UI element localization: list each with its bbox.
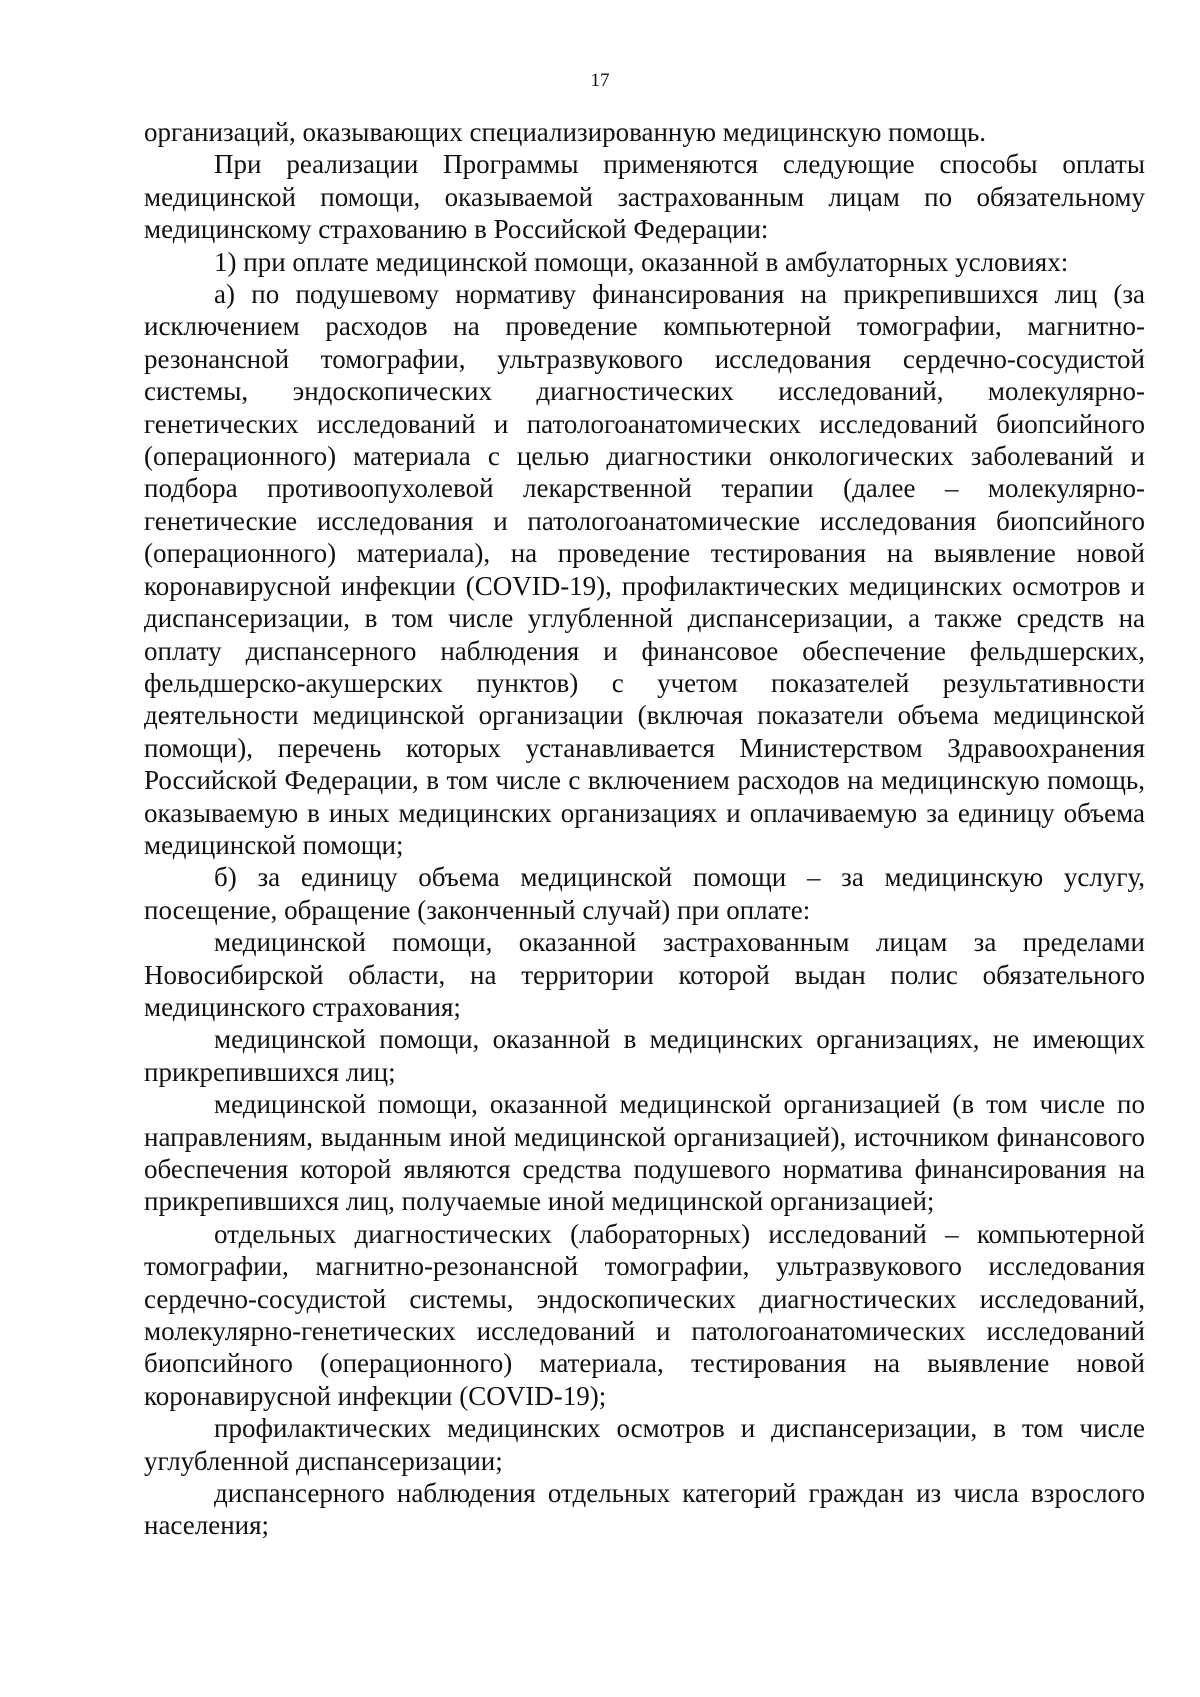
paragraph-referrals: медицинской помощи, оказанной медицинской организацией (в том числе по направлениям, выданным иной медицинской организацией), источником финансового обеспечения которой являются средства подушевого норматива финансирования на прикрепившихся лиц, получаемые иной медицинской организацией; (144, 1089, 1145, 1217)
paragraph-item-a-per-capita: а) по подушевому нормативу финансирования на прикрепившихся лиц (за исключением расходов на проведение компьютерной томографии, магнитно-резонансной томографии, ультразвукового исследования сердечно-сосудистой системы, эндоскопических диагностических исследований, молекулярно-генетических исследований и патологоанатомических исследований биопсийного (операционного) материала с целью диагностики онкологических заболеваний и подбора противоопухолевой лекарственной терапии (далее – молекулярно-генетические исследования и патологоанатомические исследования биопсийного (операционного) материала), на проведение тестирования на выявление новой коронавирусной инфекции (COVID-19), профилактических медицинских осмотров и диспансеризации, в том числе углубленной диспансеризации, а также средств на оплату диспансерного наблюдения и финансовое обеспечение фельдшерских, фельдшерско-акушерских пунктов) с учетом показателей результативности деятельности медицинской организации (включая показатели объема медицинской помощи), перечень которых устанавливается Министерством Здравоохранения Российской Федерации, в том числе с включением расходов на медицинскую помощь, оказываемую в иных медицинских организациях и оплачиваемую за единицу объема медицинской помощи; (144, 279, 1145, 860)
paragraph-preventive-exams: профилактических медицинских осмотров и диспансеризации, в том числе углубленной диспансеризации; (144, 1413, 1145, 1476)
paragraph-item-b-per-unit: б) за единицу объема медицинской помощи – за медицинскую услугу, посещение, обращение (законченный случай) при оплате: (144, 862, 1145, 925)
paragraph-dispensary-observation: диспансерного наблюдения отдельных категорий граждан из числа взрослого населения; (144, 1478, 1145, 1541)
paragraph-no-attached-persons: медицинской помощи, оказанной в медицинских организациях, не имеющих прикрепившихся лиц; (144, 1024, 1145, 1087)
page-number: 17 (590, 70, 610, 91)
body-text (144, 116, 1145, 1542)
paragraph-outside-region: медицинской помощи, оказанной застрахованным лицам за пределами Новосибирской области, на территории которой выдан полис обязательного медицинского страхования; (144, 927, 1145, 1022)
paragraph-diagnostic-studies: отдельных диагностических (лабораторных) исследований – компьютерной томографии, магнитно-резонансной томографии, ультразвукового исследования сердечно-сосудистой системы, эндоскопических диагностических исследований, молекулярно-генетических исследований и патологоанатомических исследований биопсийного (операционного) материала, тестирования на выявление новой коронавирусной инфекции (COVID-19); (144, 1218, 1145, 1411)
paragraph-payment-methods-intro: При реализации Программы применяются следующие способы оплаты медицинской помощи, оказываемой застрахованным лицам по обязательному медицинскому страхованию в Российской Федерации: (144, 149, 1145, 245)
paragraph-continuation: организаций, оказывающих специализированную медицинскую помощь. (144, 117, 987, 147)
paragraph-item-1-outpatient: 1) при оплате медицинской помощи, оказанной в амбулаторных условиях: (214, 246, 1069, 277)
